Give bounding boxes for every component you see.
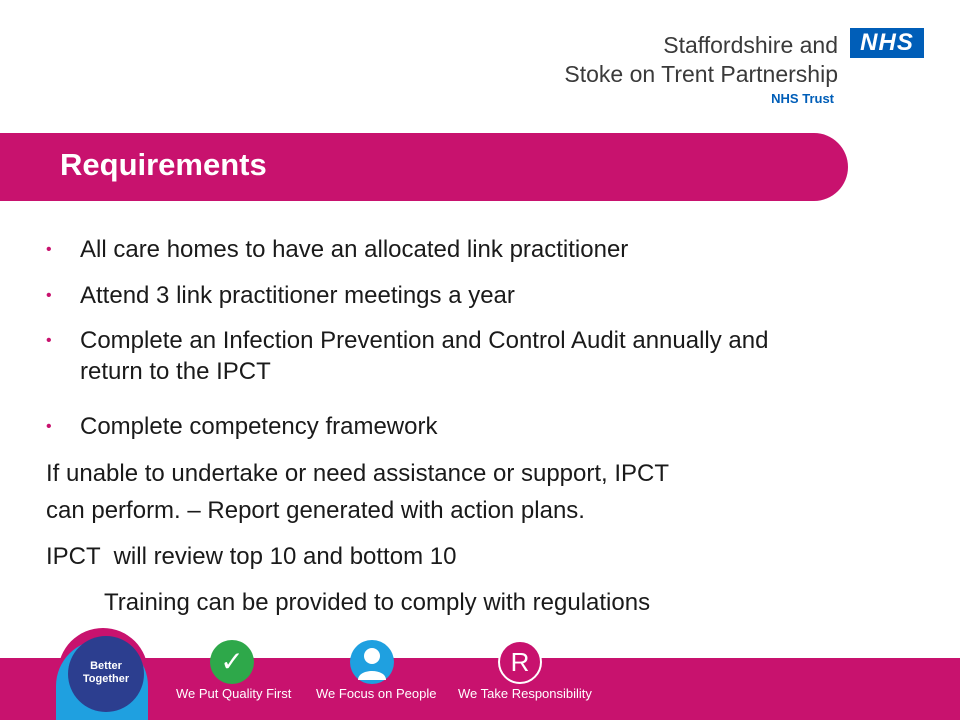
nhs-logo: NHS (850, 28, 924, 58)
paragraph-line: IPCT will review top 10 and bottom 10 (46, 543, 457, 570)
bullet-text: Complete an Infection Prevention and Control Audit annually and return to the IPCT (80, 327, 769, 385)
value-label-people: We Focus on People (316, 686, 437, 701)
bullet-text: Attend 3 link practitioner meetings a year (80, 282, 515, 309)
title-banner (0, 133, 848, 201)
bullet-dot-icon: • (46, 241, 52, 258)
logo-line2: Together (82, 673, 130, 685)
logo-line1: Better (90, 660, 122, 672)
bullet-dot-icon: • (46, 418, 52, 435)
paragraph-line: can perform. – Report generated with action plans. (46, 497, 585, 524)
org-name-line1: Staffordshire and (663, 32, 838, 58)
slide-title: Requirements (60, 147, 267, 182)
paragraph-line: If unable to undertake or need assistance or support, IPCT (46, 460, 670, 487)
org-name-line2: Stoke on Trent Partnership (564, 61, 838, 87)
bullet-dot-icon: • (46, 287, 52, 304)
bullet-text: Complete competency framework (80, 413, 438, 440)
check-icon: ✓ (210, 640, 254, 684)
bullet-text: All care homes to have an allocated link practitioner (80, 236, 629, 263)
better-together-text (68, 660, 144, 686)
value-label-quality: We Put Quality First (176, 686, 292, 701)
paragraph-line: Training can be provided to comply with regulations (104, 589, 651, 616)
person-icon (350, 640, 394, 684)
value-label-responsibility: We Take Responsibility (458, 686, 592, 701)
r-icon: R (498, 640, 542, 684)
org-name-line3: NHS Trust (771, 91, 834, 106)
bullet-dot-icon: • (46, 332, 52, 349)
